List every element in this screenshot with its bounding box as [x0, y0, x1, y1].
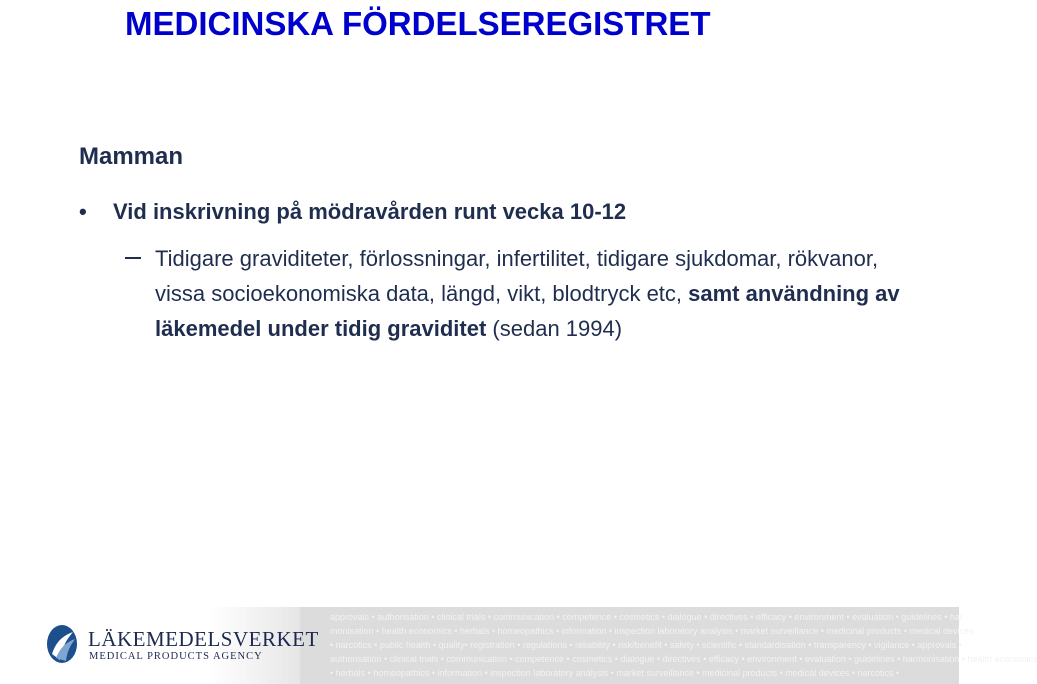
sub-item-text-end: (sedan 1994)	[486, 316, 623, 341]
sub-item-text	[155, 241, 925, 346]
agency-logo	[0, 607, 319, 684]
dash-icon	[125, 257, 141, 259]
keyword-line: approvals • authorisation • clinical trials • communication • competence • cosmetics • dialogue • directives • efficacy • environment • evaluation • guidelines • har	[330, 612, 963, 622]
bullet-icon: •	[79, 199, 87, 224]
footer-banner	[0, 607, 1037, 684]
brand-name: LÄKEMEDELSVERKET	[88, 627, 319, 651]
sub-item-text-normal: Tidigare graviditeter, förlossningar, infertilitet, tidigare sjukdomar, rökvanor, vissa socioekonomiska data, längd, vikt, blodtryck etc,	[155, 246, 879, 306]
keyword-ticker	[330, 610, 1037, 682]
keyword-line: authorisation • clinical trials • communication • competence • cosmetics • dialogue • directives • efficacy • environment • evaluation • guidelines • harmonisation • health economics	[330, 654, 1037, 664]
brand-tagline: MEDICAL PRODUCTS AGENCY	[89, 651, 263, 662]
sub-item-text-bold: samt användning av läkemedel under tidig graviditet	[155, 281, 900, 341]
keyword-line: monisation • health economics • herbals • homeopathics • information • inspection laboratory analysis • market surveillance • medicinal products • medical devices	[330, 626, 974, 636]
keyword-line: • narcotics • public health • quality• registration • regulations • reliability • risk/benefit • safety • scientific • standardisation • transparency • vigilance • approvals •	[330, 640, 962, 650]
bullet-text: Vid inskrivning på mödravården runt vecka 10-12	[113, 199, 627, 224]
agency-logo-icon	[46, 624, 78, 664]
page-title: MEDICINSKA FÖRDELSEREGISTRET	[125, 5, 711, 42]
section-heading: Mamman	[79, 143, 184, 170]
keyword-line: • herbals • homeopathics • information • inspection laboratory analysis • market surveillance • medicinal products • medical devices • narcotics •	[330, 668, 900, 678]
